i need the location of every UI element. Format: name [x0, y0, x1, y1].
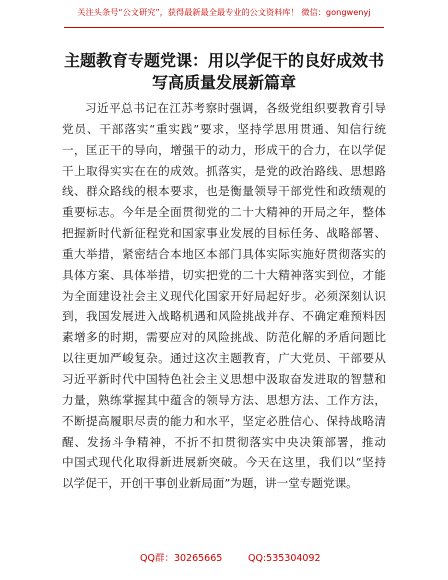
body-paragraph [62, 98, 386, 494]
body-line: 到，我国发展进入战略机遇和风险挑战并存、不确定难预料因 [62, 309, 386, 324]
title-line-2: 写高质量发展新篇章 [151, 73, 296, 92]
footer-qq-group: QQ群：30265665 [140, 553, 223, 564]
body-line: 习近平总书记在江苏考察时强调，各级党组织要教育引导 [85, 101, 386, 115]
body-line: 党员、干部落实“重实践”要求，坚持学思用贯通、知信行统 [62, 121, 386, 136]
body-line: 为全面建设社会主义现代化国家开好局起好步。必须深刻认识 [62, 288, 386, 303]
body-line: 重要标志。今年是全面贯彻党的二十大精神的开局之年，整体 [62, 205, 386, 220]
body-line: 重大举措，紧密结合本地区本部门具体实际实施好贯彻落实的 [62, 246, 386, 261]
document-title [50, 50, 398, 94]
body-line: 中国式现代化取得新进展新突破。今天在这里，我们以“坚持 [62, 455, 386, 470]
body-line: 习近平新时代中国特色社会主义思想中汲取奋发进取的智慧和 [62, 371, 386, 386]
footer-qq-contact: QQ:535304092 [248, 553, 321, 564]
body-line: 以往更加严峻复杂。通过这次主题教育，广大党员、干部要从 [62, 351, 386, 366]
body-line: 力量，熟练掌握其中蕴含的领导方法、思想方法、工作方法， [62, 392, 386, 407]
body-line: 干上取得实实在在的成效。抓落实，是党的政治路线、思想路 [62, 163, 386, 178]
body-line: 醒、发扬斗争精神，不折不扣贯彻落实中央决策部署，推动 [62, 434, 386, 449]
body-line: 线、群众路线的根本要求，也是衡量领导干部党性和政绩观的 [62, 184, 386, 199]
body-line: 素增多的时期，需要应对的风险挑战、防范化解的矛盾问题比 [62, 330, 386, 345]
header-divider [64, 27, 384, 28]
body-line: 一，匡正干的导向，增强干的动力，形成干的合力，在以学促 [62, 142, 386, 157]
title-line-1: 主题教育专题党课：用以学促干的良好成效书 [63, 51, 384, 70]
body-line: 具体方案、具体举措，切实把党的二十大精神落实到位，才能 [62, 267, 386, 282]
body-line: 以学促干，开创干事创业新局面”为题，讲一堂专题党课。 [62, 476, 358, 491]
header-banner: 关注头条号“公文研究”，获得最新最全最专业的公文资料库！ 微信：gongwenyj [77, 7, 371, 17]
body-line: 不断提高履职尽责的能力和水平，坚定必胜信心、保持战略清 [62, 413, 386, 428]
body-line: 把握新时代新征程党和国家事业发展的目标任务、战略部署、 [62, 226, 386, 241]
